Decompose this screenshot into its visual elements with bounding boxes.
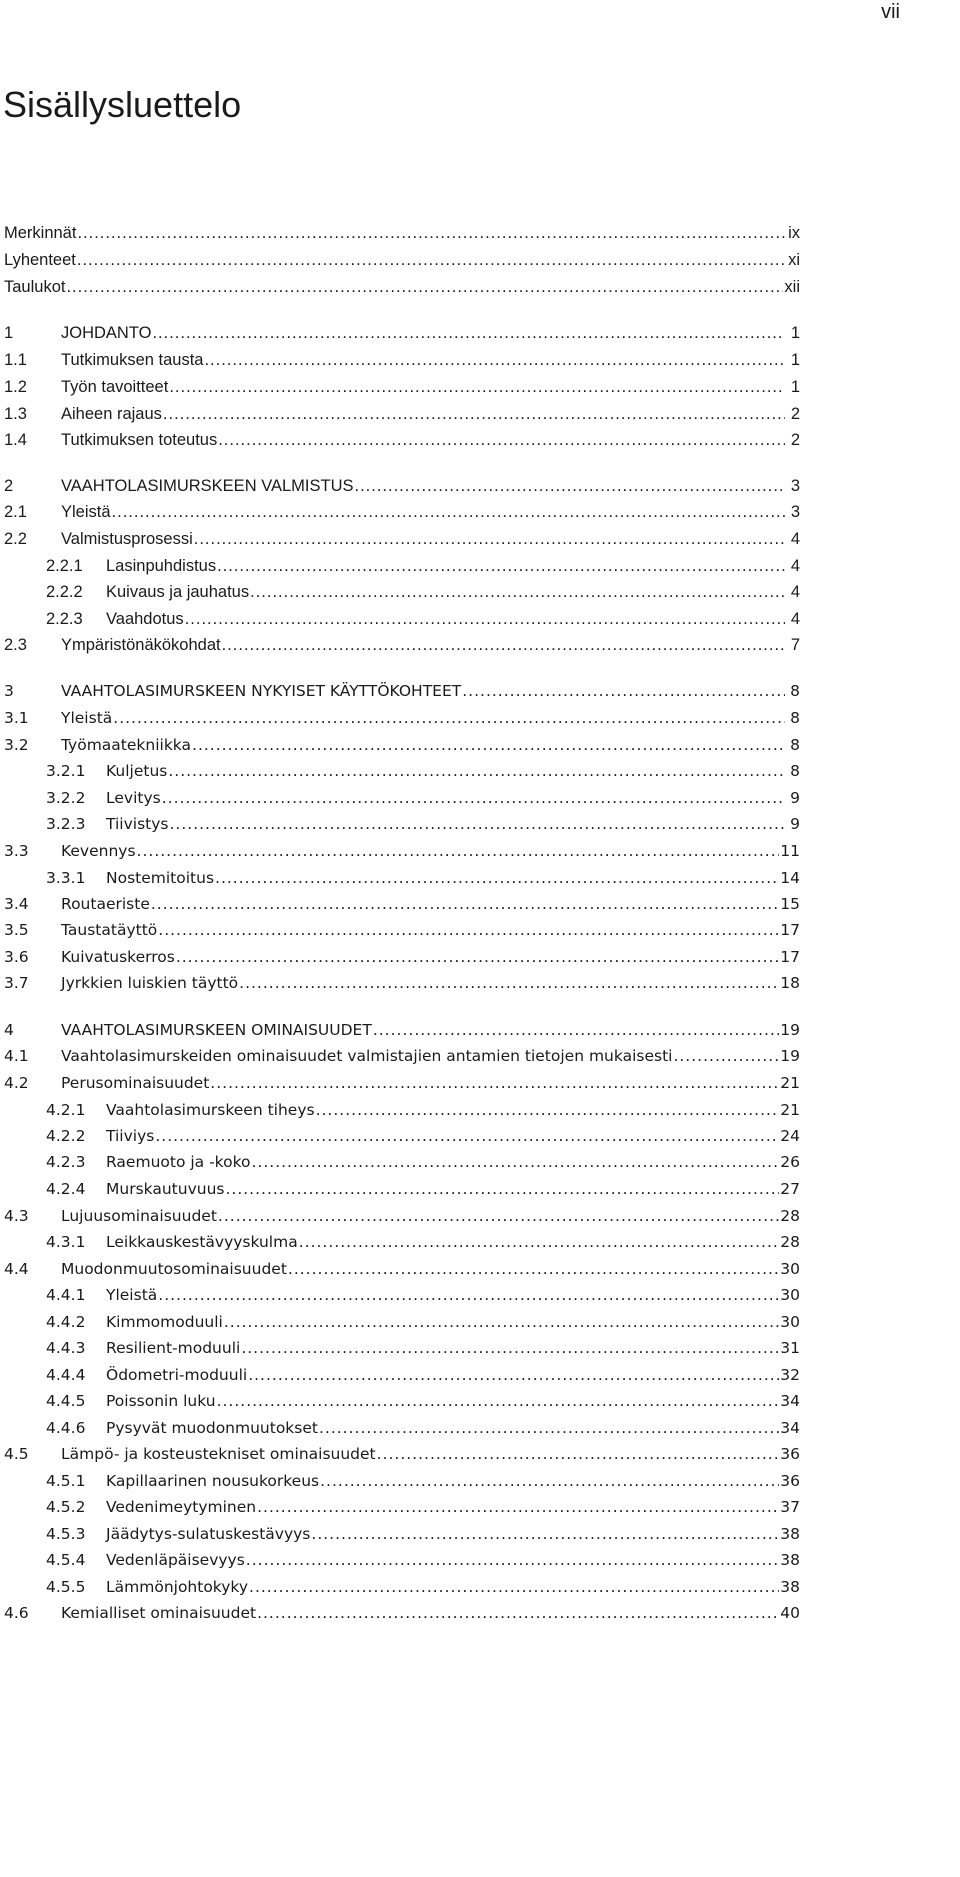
dot-leader <box>224 1309 779 1335</box>
toc-entry[interactable] <box>4 732 800 758</box>
toc-entry-number: 4.5.5 <box>46 1578 86 1596</box>
toc-entry[interactable] <box>4 811 800 837</box>
toc-entry-number: 4.2.1 <box>46 1101 86 1119</box>
toc-entry[interactable] <box>4 1070 800 1096</box>
toc-entry-number: 3.2.1 <box>46 762 86 780</box>
dot-leader <box>257 1600 779 1626</box>
toc-entry-page: 2 <box>790 405 800 423</box>
toc-entry-page: 1 <box>790 378 800 396</box>
dot-leader <box>217 553 785 579</box>
toc-entry[interactable] <box>4 1309 800 1335</box>
toc-entry[interactable] <box>4 1441 800 1467</box>
toc-entry-label: Yleistä <box>61 709 113 727</box>
toc-entry-page: 34 <box>780 1419 800 1437</box>
toc-entry-label: Routaeriste <box>61 895 150 913</box>
toc-entry-number: 4.1 <box>4 1047 29 1065</box>
toc-entry-number: 4.5.3 <box>46 1525 86 1543</box>
toc-entry[interactable] <box>4 499 800 525</box>
dot-leader <box>137 838 780 864</box>
toc-entry-number: 4.5.1 <box>46 1472 86 1490</box>
toc-entry-page: 37 <box>780 1498 800 1516</box>
toc-entry-number: 4.5 <box>4 1445 29 1463</box>
toc-entry-page: 24 <box>780 1127 800 1145</box>
toc-entry-page: 4 <box>790 610 800 628</box>
toc-entry-page: 8 <box>790 762 800 780</box>
toc-entry-page: 17 <box>780 921 800 939</box>
dot-leader <box>257 1494 779 1520</box>
toc-entry[interactable] <box>4 891 800 917</box>
toc-entry-label: Yleistä <box>106 1286 158 1304</box>
toc-entry-label: Lämmönjohtokyky <box>106 1578 249 1596</box>
dot-leader <box>355 473 786 499</box>
dot-leader <box>152 320 785 346</box>
toc-entry-number: 4.5.2 <box>46 1498 86 1516</box>
toc-entry-label: VAAHTOLASIMURSKEEN VALMISTUS <box>61 477 354 495</box>
toc-entry-label: Vaahtolasimurskeiden ominaisuudet valmistajien antamien tietojen mukaisesti <box>61 1047 673 1065</box>
toc-entry[interactable] <box>4 785 800 811</box>
dot-leader <box>225 1176 779 1202</box>
dot-leader <box>66 274 783 300</box>
page-number: vii <box>881 1 900 23</box>
dot-leader <box>673 1043 779 1069</box>
toc-entry-page: 15 <box>780 895 800 913</box>
dot-leader <box>218 427 785 453</box>
toc-entry[interactable] <box>4 1282 800 1308</box>
toc-entry-page: 4 <box>790 557 800 575</box>
toc-entry-number: 1.1 <box>4 351 27 369</box>
toc-entry-number: 4.2 <box>4 1074 29 1092</box>
dot-leader <box>218 1203 779 1229</box>
toc-entry[interactable] <box>4 1229 800 1255</box>
toc-entry-page: 7 <box>790 636 800 654</box>
dot-leader <box>158 1282 779 1308</box>
dot-leader <box>373 1017 779 1043</box>
toc-entry-page: 36 <box>780 1472 800 1490</box>
page-title: Sisällysluettelo <box>3 84 242 125</box>
toc-entry-label: Kapillaarinen nousukorkeus <box>106 1472 320 1490</box>
dot-leader <box>246 1547 779 1573</box>
toc-entry-number: 3.6 <box>4 948 29 966</box>
toc-entry-page: 18 <box>780 974 800 992</box>
toc-entry-label: Työn tavoitteet <box>61 378 169 396</box>
toc-entry-number: 1.3 <box>4 405 27 423</box>
toc-entry-number: 4.4 <box>4 1260 29 1278</box>
toc-entry-page: 38 <box>780 1525 800 1543</box>
dot-leader <box>210 1070 779 1096</box>
toc-entry[interactable] <box>4 1600 800 1626</box>
toc-entry-number: 4.3.1 <box>46 1233 86 1251</box>
dot-leader <box>151 891 779 917</box>
toc-entry-page: 11 <box>780 842 800 860</box>
toc-entry[interactable] <box>4 526 800 552</box>
toc-entry[interactable] <box>4 917 800 943</box>
dot-leader <box>319 1415 779 1441</box>
toc-entry-label: Ödometri-moduuli <box>106 1366 248 1384</box>
toc-entry[interactable] <box>4 865 800 891</box>
toc-entry-number: 3.3 <box>4 842 29 860</box>
toc-entry-number: 4.4.5 <box>46 1392 86 1410</box>
toc-entry-page: 40 <box>780 1604 800 1622</box>
toc-entry-page: 36 <box>780 1445 800 1463</box>
toc-entry-number: 4.2.3 <box>46 1153 86 1171</box>
toc-entry-label: Levitys <box>106 789 161 807</box>
toc-entry-number: 3.1 <box>4 709 29 727</box>
dot-leader <box>185 606 785 632</box>
toc-entry-page: 1 <box>790 324 800 342</box>
toc-entry[interactable] <box>4 1097 800 1123</box>
toc-entry[interactable] <box>4 427 800 453</box>
dot-leader <box>462 678 785 704</box>
toc-entry-number: 1.2 <box>4 378 27 396</box>
toc-entry-label: Kuivaus ja jauhatus <box>106 583 250 601</box>
toc-entry-page: 30 <box>780 1286 800 1304</box>
toc-entry[interactable] <box>4 632 800 658</box>
toc-entry-page: 4 <box>790 530 800 548</box>
toc-entry-page: 28 <box>780 1207 800 1225</box>
toc-entry-number: 4.4.6 <box>46 1419 86 1437</box>
toc-entry-number: 2.2.1 <box>46 557 83 575</box>
toc-entry-page: xi <box>788 251 800 269</box>
dot-leader <box>377 1441 780 1467</box>
dot-leader <box>311 1521 779 1547</box>
dot-leader <box>194 526 785 552</box>
toc-entry-label: Lujuusominaisuudet <box>61 1207 217 1225</box>
toc-entry-page: 28 <box>780 1233 800 1251</box>
toc-entry-page: 4 <box>790 583 800 601</box>
toc-entry-label: Kuivatuskerros <box>61 948 175 966</box>
toc-entry-label: Tutkimuksen toteutus <box>61 431 218 449</box>
toc-entry-page: 8 <box>790 709 800 727</box>
toc-entry-label: Merkinnät <box>4 224 77 242</box>
toc-entry-page: 17 <box>780 948 800 966</box>
toc-entry[interactable] <box>4 970 800 996</box>
toc-entry[interactable] <box>4 1123 800 1149</box>
toc-entry[interactable] <box>4 1256 800 1282</box>
toc-entry-label: Vaahtolasimurskeen tiheys <box>106 1101 315 1119</box>
toc-entry-number: 1.4 <box>4 431 27 449</box>
toc-entry-page: 8 <box>790 682 800 700</box>
dot-leader <box>155 1123 779 1149</box>
toc-entry-label: VAAHTOLASIMURSKEEN NYKYISET KÄYTTÖKOHTEET <box>61 682 462 700</box>
toc-entry-label: Kuljetus <box>106 762 168 780</box>
dot-leader <box>169 811 785 837</box>
toc-entry-label: Perusominaisuudet <box>61 1074 210 1092</box>
dot-leader <box>192 732 785 758</box>
toc-entry-label: Taustatäyttö <box>61 921 158 939</box>
toc-entry-page: 21 <box>780 1101 800 1119</box>
toc-entry-label: Kevennys <box>61 842 136 860</box>
toc-entry-label: JOHDANTO <box>61 324 152 342</box>
toc-entry-label: Lasinpuhdistus <box>106 557 217 575</box>
toc-entry-page: 1 <box>790 351 800 369</box>
toc-entry[interactable] <box>4 1176 800 1202</box>
toc-entry-number: 4.6 <box>4 1604 29 1622</box>
dot-leader <box>248 1362 779 1388</box>
toc-entry-page: 9 <box>790 789 800 807</box>
toc-entry-number: 2.2 <box>4 530 27 548</box>
toc-entry-label: Kimmomoduuli <box>106 1313 223 1331</box>
toc-entry-number: 4.4.3 <box>46 1339 86 1357</box>
toc-entry-number: 3 <box>4 682 14 700</box>
dot-leader <box>204 347 785 373</box>
toc-entry[interactable] <box>4 678 800 704</box>
toc-entry-label: Lyhenteet <box>4 251 76 269</box>
toc-entry-label: Taulukot <box>4 278 66 296</box>
toc-entry[interactable] <box>4 1547 800 1573</box>
dot-leader <box>252 1149 780 1175</box>
toc-entry-page: 2 <box>790 431 800 449</box>
toc-entry-number: 4.4.2 <box>46 1313 86 1331</box>
toc-entry-page: 8 <box>790 736 800 754</box>
toc-entry-page: 34 <box>780 1392 800 1410</box>
dot-leader <box>299 1229 780 1255</box>
toc-entry-label: Jäädytys-sulatuskestävyys <box>106 1525 311 1543</box>
toc-entry-number: 2.2.3 <box>46 610 83 628</box>
toc-entry-number: 4.5.4 <box>46 1551 86 1569</box>
toc-entry-page: 14 <box>780 869 800 887</box>
toc-entry[interactable] <box>4 274 800 300</box>
toc-entry[interactable] <box>4 347 800 373</box>
toc-entry-label: Pysyvät muodonmuutokset <box>106 1419 318 1437</box>
toc-entry-number: 3.5 <box>4 921 29 939</box>
toc-entry-label: Murskautuvuus <box>106 1180 225 1198</box>
toc-entry-label: Ympäristönäkökohdat <box>61 636 221 654</box>
toc-entry-number: 2.3 <box>4 636 27 654</box>
dot-leader <box>169 374 785 400</box>
toc-entry[interactable] <box>4 579 800 605</box>
toc-entry-page: 9 <box>790 815 800 833</box>
dot-leader <box>222 632 785 658</box>
dot-leader <box>215 865 779 891</box>
dot-leader <box>113 705 785 731</box>
toc-entry-label: Nostemitoitus <box>106 869 215 887</box>
toc-entry-number: 3.2.2 <box>46 789 86 807</box>
toc-entry-label: Vedenläpäisevyys <box>106 1551 245 1569</box>
toc-entry[interactable] <box>4 220 800 246</box>
toc-entry-number: 3.2 <box>4 736 29 754</box>
dot-leader <box>162 785 785 811</box>
toc-entry-number: 4.4.1 <box>46 1286 86 1304</box>
toc-entry-number: 2.2.2 <box>46 583 83 601</box>
toc-entry-label: Tutkimuksen tausta <box>61 351 204 369</box>
toc-entry-label: Leikkauskestävyyskulma <box>106 1233 298 1251</box>
toc-entry-number: 4.3 <box>4 1207 29 1225</box>
dot-leader <box>239 970 779 996</box>
dot-leader <box>176 944 779 970</box>
dot-leader <box>77 220 785 246</box>
toc-entry-label: Kemialliset ominaisuudet <box>61 1604 257 1622</box>
toc-entry-page: 19 <box>780 1021 800 1039</box>
toc-entry[interactable] <box>4 1043 800 1069</box>
toc-entry-number: 4 <box>4 1021 14 1039</box>
toc-entry[interactable] <box>4 1203 800 1229</box>
dot-leader <box>168 758 785 784</box>
toc-entry[interactable] <box>4 944 800 970</box>
toc-entry-page: 26 <box>780 1153 800 1171</box>
toc-entry-label: Lämpö- ja kosteustekniset ominaisuudet <box>61 1445 376 1463</box>
toc-entry[interactable] <box>4 1468 800 1494</box>
toc-entry-page: 31 <box>780 1339 800 1357</box>
dot-leader <box>250 579 785 605</box>
toc-entry-label: Vedenimeytyminen <box>106 1498 257 1516</box>
toc-entry-page: 32 <box>780 1366 800 1384</box>
dot-leader <box>288 1256 779 1282</box>
toc-entry-label: Jyrkkien luiskien täyttö <box>61 974 239 992</box>
toc-entry-page: 27 <box>780 1180 800 1198</box>
toc-entry-number: 1 <box>4 324 14 342</box>
toc-entry[interactable] <box>4 1335 800 1361</box>
toc-entry[interactable] <box>4 374 800 400</box>
toc-entry-label: Tiiviys <box>106 1127 155 1145</box>
toc-entry-page: 30 <box>780 1313 800 1331</box>
dot-leader <box>316 1097 780 1123</box>
toc-entry[interactable] <box>4 838 800 864</box>
toc-entry[interactable] <box>4 401 800 427</box>
toc-entry-label: Muodonmuutosominaisuudet <box>61 1260 287 1278</box>
toc-entry[interactable] <box>4 758 800 784</box>
toc-entry-page: 21 <box>780 1074 800 1092</box>
toc-entry[interactable] <box>4 1415 800 1441</box>
toc-entry-number: 2.1 <box>4 503 27 521</box>
toc-entry-number: 3.2.3 <box>46 815 86 833</box>
toc-entry-page: xii <box>784 278 800 296</box>
toc-entry-page: 3 <box>790 477 800 495</box>
toc-entry[interactable] <box>4 1149 800 1175</box>
toc-entry-label: Aiheen rajaus <box>61 405 162 423</box>
toc-entry-label: Vaahdotus <box>106 610 184 628</box>
toc-entry-page: 19 <box>780 1047 800 1065</box>
toc-entry-page: 38 <box>780 1551 800 1569</box>
toc-entry-label: VAAHTOLASIMURSKEEN OMINAISUUDET <box>61 1021 372 1039</box>
dot-leader <box>320 1468 779 1494</box>
toc-entry-page: 30 <box>780 1260 800 1278</box>
toc-entry-number: 4.2.4 <box>46 1180 86 1198</box>
dot-leader <box>163 401 785 427</box>
toc-entry[interactable] <box>4 473 800 499</box>
toc-entry-number: 3.7 <box>4 974 29 992</box>
toc-entry-label: Valmistusprosessi <box>61 530 193 548</box>
toc-entry[interactable] <box>4 1362 800 1388</box>
dot-leader <box>241 1335 779 1361</box>
toc-entry-label: Tiivistys <box>106 815 169 833</box>
toc-entry-page: ix <box>788 224 800 242</box>
toc-entry[interactable] <box>4 1574 800 1600</box>
toc-entry-label: Työmaatekniikka <box>61 736 192 754</box>
toc-entry[interactable] <box>4 1388 800 1414</box>
toc-entry-page: 38 <box>780 1578 800 1596</box>
toc-entry[interactable] <box>4 606 800 632</box>
toc-entry-number: 4.4.4 <box>46 1366 86 1384</box>
dot-leader <box>112 499 785 525</box>
toc-entry-label: Resilient-moduuli <box>106 1339 241 1357</box>
toc-entry-page: 3 <box>790 503 800 521</box>
toc-entry[interactable] <box>4 553 800 579</box>
toc-entry-number: 2 <box>4 477 14 495</box>
dot-leader <box>77 247 785 273</box>
toc-entry[interactable] <box>4 320 800 346</box>
toc-entry-label: Raemuoto ja -koko <box>106 1153 251 1171</box>
toc-entry[interactable] <box>4 1494 800 1520</box>
dot-leader <box>217 1388 780 1414</box>
toc-entry-number: 3.3.1 <box>46 869 86 887</box>
toc-entry[interactable] <box>4 1017 800 1043</box>
toc-entry[interactable] <box>4 1521 800 1547</box>
toc-entry-number: 4.2.2 <box>46 1127 86 1145</box>
toc-entry-number: 3.4 <box>4 895 29 913</box>
toc-entry[interactable] <box>4 247 800 273</box>
toc-entry-label: Yleistä <box>61 503 111 521</box>
toc-entry[interactable] <box>4 705 800 731</box>
toc-entry-label: Poissonin luku <box>106 1392 216 1410</box>
dot-leader <box>249 1574 779 1600</box>
dot-leader <box>158 917 779 943</box>
